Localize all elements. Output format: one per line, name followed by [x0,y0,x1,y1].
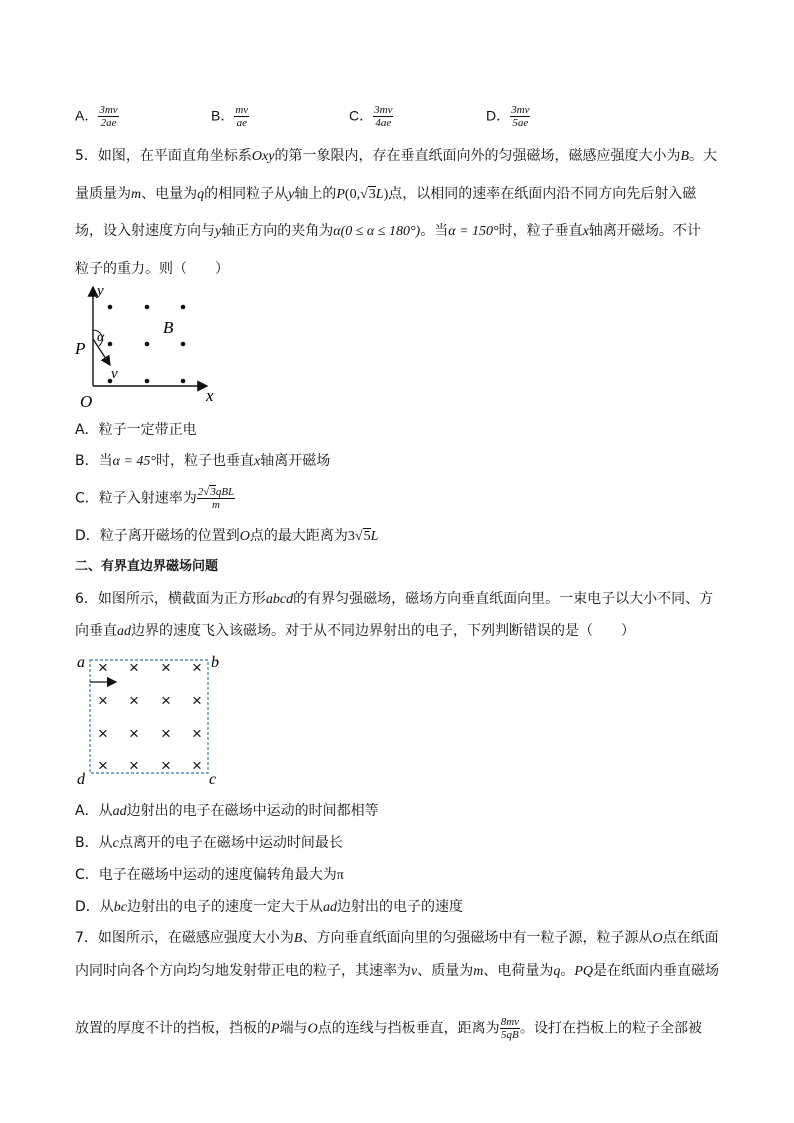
field-cross: × [192,756,202,775]
q5-label-v: v [111,366,118,382]
q5-label-P: P [75,339,86,358]
field-cross: × [98,658,108,677]
q5-label-O: O [80,392,93,411]
q5-option-b: B．当α = 45°时，粒子也垂直x轴离开磁场 [75,453,331,469]
q6-label-c: c [209,771,217,788]
field-dot [181,342,186,347]
q7-line-3: 放置的厚度不计的挡板，挡板的P端与O点的连线与挡板垂直，距离为 $\frac{8mv}{5qB}$ 。设打在挡板上的粒子全部被 [75,1016,703,1041]
q6-label-d: d [77,771,85,788]
field-cross: × [161,724,171,743]
q6-option-d: D．从bc边射出的电子的速度一定大于从ad边射出的电子的速度 [75,899,463,915]
field-cross: × [129,756,139,775]
q5-figure [70,283,230,413]
field-dot [145,379,150,384]
field-cross: × [161,691,171,710]
field-dot [181,379,186,384]
q4-option-c: C． $\frac{3mv}{4ae}$ [349,104,393,129]
field-dot [145,342,150,347]
q5-option-d: D．粒子离开磁场的位置到O点的最大距离为3√5L [75,528,379,544]
field-cross: × [161,756,171,775]
q6-option-c: C．电子在磁场中运动的速度偏转角最大为π [75,867,344,883]
q6-option-a: A．从ad边射出的电子在磁场中运动的时间都相等 [75,803,379,819]
field-cross: × [98,691,108,710]
q7-line-1: 7．如图所示，在磁感应强度大小为B、方向垂直纸面向里的匀强磁场中有一粒子源，粒子源从O点在纸面 [75,930,719,946]
q6-label-a: a [77,654,85,671]
q5-option-a: A．粒子一定带正电 [75,422,197,438]
q5-line-1: 5．如图，在平面直角坐标系Oxy的第一象限内，存在垂直纸面向外的匀强磁场，磁感应强度大小为B。大 [75,148,718,164]
q6-line-1: 6．如图所示，横截面为正方形abcd的有界匀强磁场，磁场方向垂直纸面向里。一束电子以大小不同、方 [75,591,714,607]
q4-option-d: D． $\frac{3mv}{5ae}$ [486,104,530,129]
q4-option-a: A． $\frac{3mv}{2ae}$ [75,104,118,129]
q5-option-c: C．粒子入射速率为 $\frac{\text{2√3qBL}}{m}$ [75,486,235,511]
q6-option-b: B．从c点离开的电子在磁场中运动时间最长 [75,835,343,851]
field-cross: × [161,658,171,677]
q5-line-3: 场，设入射速度方向与y轴正方向的夹角为α(0 ≤ α ≤ 180°)。当α = 150°时，粒子垂直x轴离开磁场。不计 [75,223,701,239]
field-cross: × [129,724,139,743]
q5-label-B: B [163,318,174,337]
field-cross: × [192,724,202,743]
field-cross: × [129,691,139,710]
q6-field-crosses [98,658,202,775]
q6-label-b: b [211,654,219,671]
q5-line-4: 粒子的重力。则（ ） [75,261,229,277]
field-cross: × [192,691,202,710]
field-cross: × [98,756,108,775]
q5-label-x: x [206,386,214,405]
q6-figure [72,650,232,790]
q5-label-alpha: α [97,330,105,345]
q4-option-b: B． $\frac{mv}{ae}$ [211,104,249,129]
field-cross: × [98,724,108,743]
q5-line-2: 量质量为m、电量为q的相同粒子从y轴上的P(0,√3L)点，以相同的速率在纸面内沿不同方向先后射入磁 [75,186,697,202]
field-cross: × [192,658,202,677]
field-dot [108,342,113,347]
section-2-heading: 二、有界直边界磁场问题 [75,559,219,574]
field-dot [181,305,186,310]
q6-line-2: 向垂直ad边界的速度飞入该磁场。对于从不同边界射出的电子，下列判断错误的是（ ） [75,623,635,639]
field-cross: × [129,658,139,677]
field-dot [145,305,150,310]
q5-label-y: y [97,283,104,299]
field-dot [108,305,113,310]
q5-field-dots [108,305,186,384]
q7-line-2: 内同时向各个方向均匀地发射带正电的粒子，其速率为v、质量为m、电荷量为q。PQ是在纸面内垂直磁场 [75,963,720,979]
